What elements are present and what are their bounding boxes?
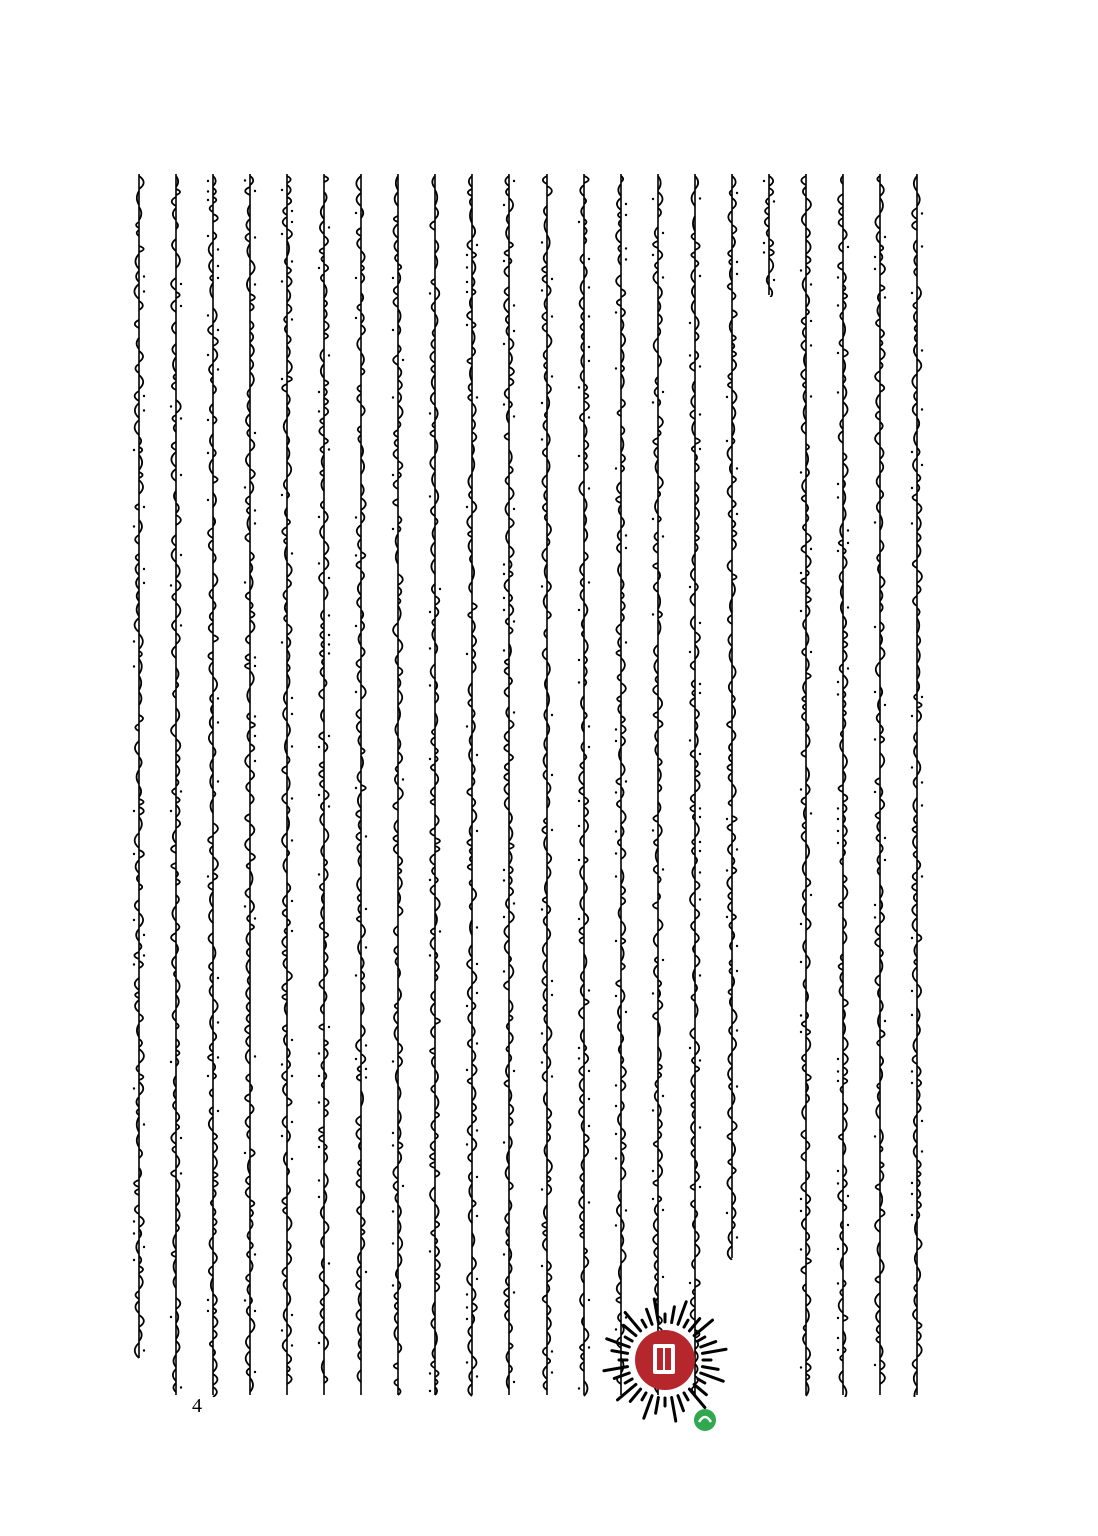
- mongolian-glyph-line: [202, 172, 224, 1397]
- mongolian-glyph-line: [313, 172, 335, 1397]
- text-column: [128, 172, 150, 1422]
- mongolian-glyph-line: [350, 172, 372, 1397]
- mongolian-glyph-line: [795, 172, 817, 1397]
- mongolian-text-block: [128, 172, 928, 1422]
- mongolian-glyph-line: [647, 172, 669, 1397]
- text-column: [424, 172, 446, 1422]
- mongolian-glyph-line: [239, 172, 261, 1397]
- text-column: [276, 172, 298, 1422]
- mongolian-glyph-line: [128, 172, 150, 1360]
- mini-program-code-icon[interactable]: [585, 1282, 745, 1442]
- text-column: [906, 172, 928, 1422]
- mongolian-glyph-line: [573, 172, 595, 1397]
- text-column: [313, 172, 335, 1422]
- mongolian-glyph-line: [165, 172, 187, 1397]
- text-column: [869, 172, 891, 1422]
- mongolian-glyph-line: [721, 172, 743, 1260]
- qr-badge-graphic: [585, 1282, 745, 1442]
- mongolian-glyph-line: [869, 172, 891, 1397]
- text-column: [647, 172, 669, 1422]
- text-column: [461, 172, 483, 1422]
- text-column: [536, 172, 558, 1422]
- page-number: 4: [192, 1395, 202, 1417]
- mongolian-glyph-line: [461, 172, 483, 1397]
- mongolian-glyph-line: [536, 172, 558, 1397]
- text-column: [758, 172, 780, 1422]
- mongolian-glyph-line: [906, 172, 928, 1397]
- text-column: [387, 172, 409, 1422]
- text-column: [832, 172, 854, 1422]
- text-column: [202, 172, 224, 1422]
- text-column: [239, 172, 261, 1422]
- text-column: [350, 172, 372, 1422]
- mongolian-glyph-line: [684, 172, 706, 1397]
- text-column: [165, 172, 187, 1422]
- text-column: [573, 172, 595, 1422]
- wechat-icon: [694, 1409, 716, 1431]
- mongolian-glyph-line: [276, 172, 298, 1397]
- mongolian-glyph-line: [610, 172, 632, 1397]
- mongolian-glyph-line: [387, 172, 409, 1397]
- mongolian-glyph-line: [832, 172, 854, 1397]
- text-column: [498, 172, 520, 1422]
- mongolian-glyph-line: [758, 172, 780, 297]
- text-column: [684, 172, 706, 1422]
- text-column: [721, 172, 743, 1422]
- text-column: [610, 172, 632, 1422]
- mongolian-glyph-line: [424, 172, 446, 1397]
- text-column: [795, 172, 817, 1422]
- mongolian-glyph-line: [498, 172, 520, 1397]
